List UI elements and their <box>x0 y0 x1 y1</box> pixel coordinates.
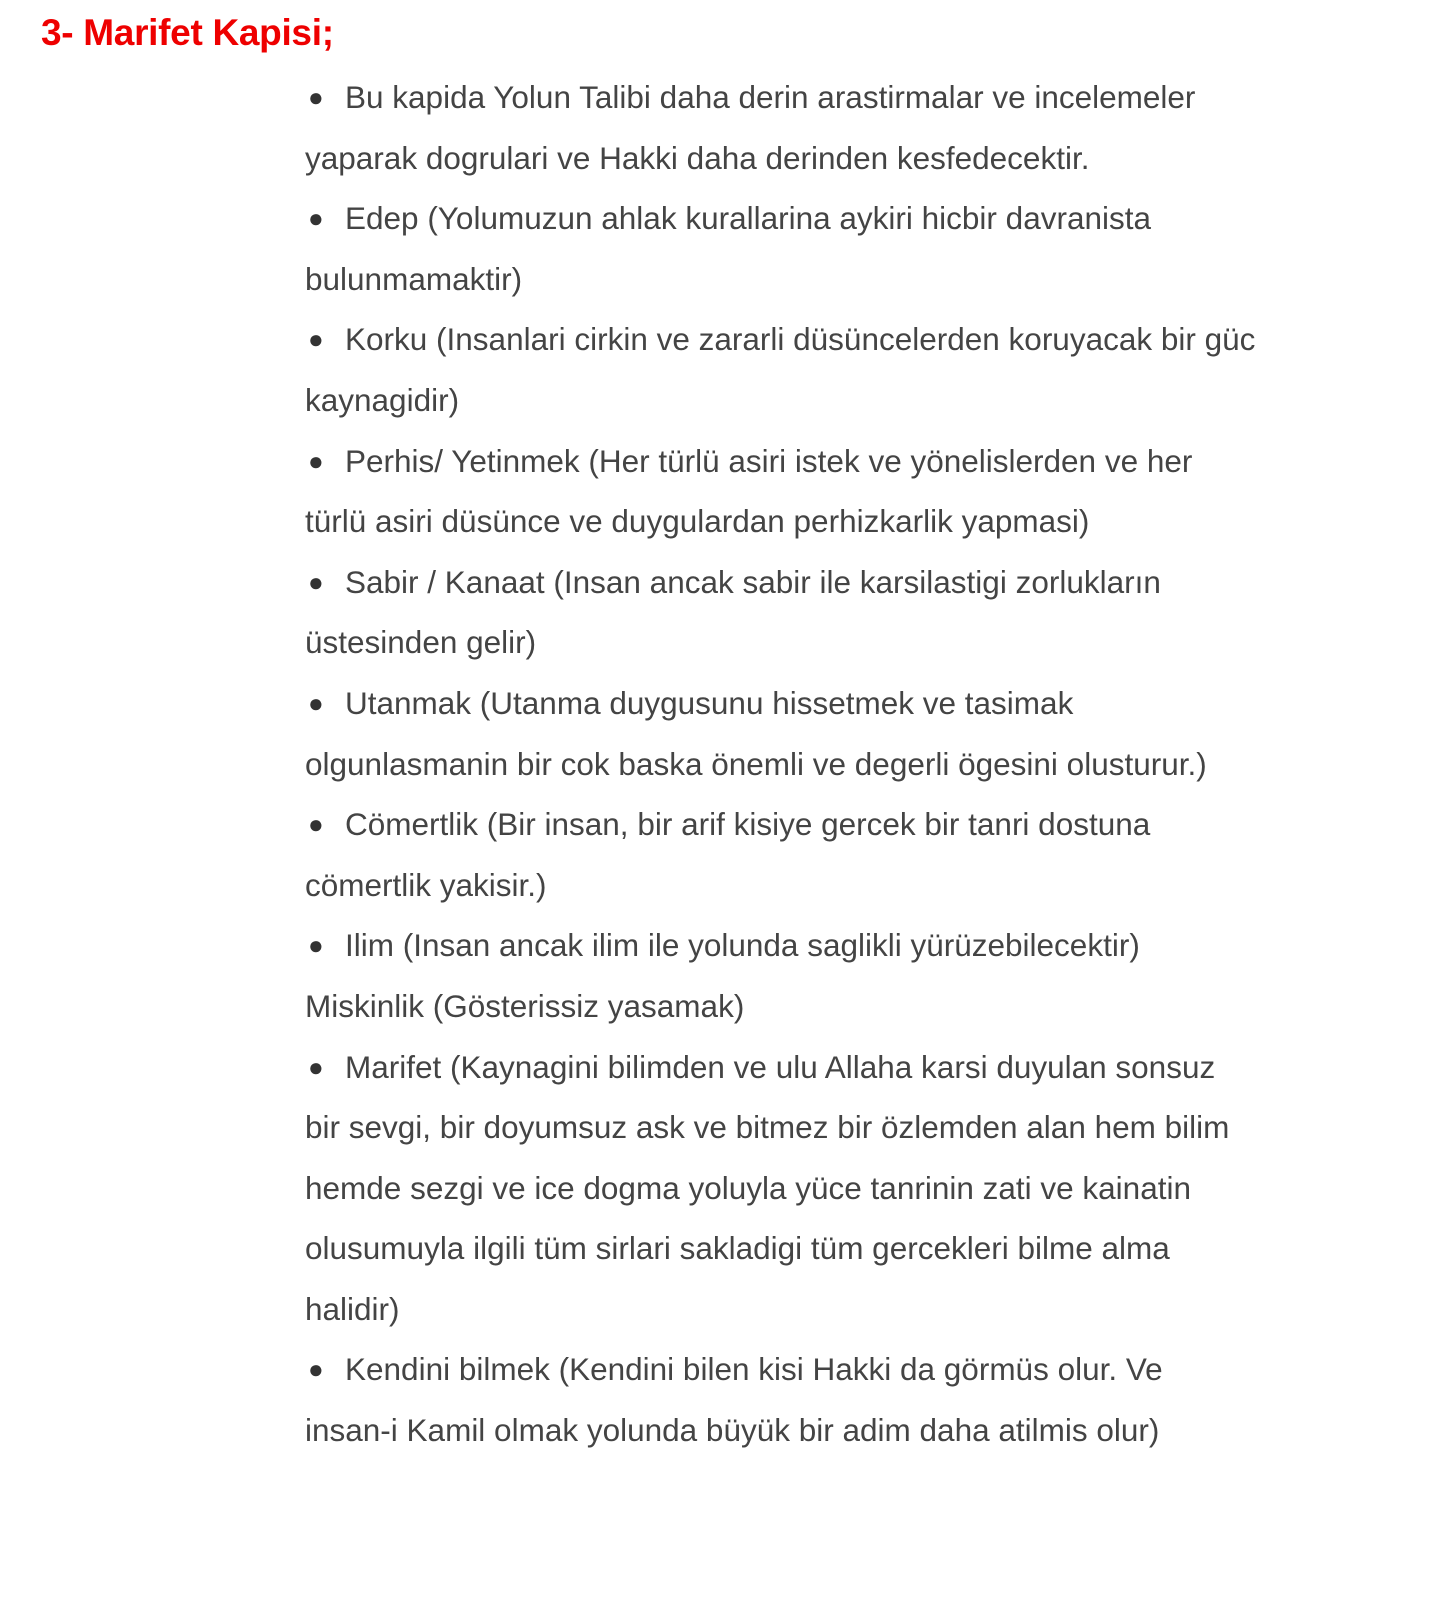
line-text: Marifet (Kaynagini bilimden ve ulu Allaha karsi duyulan sonsuz <box>345 1048 1216 1085</box>
line-text: Utanmak (Utanma duygusunu hissetmek ve tasimak <box>345 684 1074 721</box>
list-item-continuation <box>305 1279 1425 1340</box>
line-text: Bu kapida Yolun Talibi daha derin arastirmalar ve incelemeler <box>345 79 1196 115</box>
bullet-icon: ● <box>308 687 324 718</box>
list-item-continuation <box>305 734 1425 795</box>
list-item <box>305 915 1425 1036</box>
line-text: insan-i Kamil olmak yolunda büyük bir adim daha atilmis olur) <box>305 1412 1160 1449</box>
list-item <box>305 794 1425 915</box>
bullet-list <box>305 67 1425 1461</box>
list-item <box>305 1339 1425 1460</box>
list-item-continuation <box>305 1218 1425 1279</box>
line-text: kaynagidir) <box>305 381 460 418</box>
list-item <box>305 67 1425 188</box>
list-item-text <box>305 552 1425 613</box>
line-text: Edep (Yolumuzun ahlak kurallarina aykiri hicbir davranista <box>345 200 1152 237</box>
bullet-icon: ● <box>308 930 324 961</box>
list-item-continuation <box>305 855 1425 916</box>
line-text: Perhis/ Yetinmek (Her türlü asiri istek ve yönelislerden ve her <box>345 442 1193 479</box>
line-text: hemde sezgi ve ice dogma yoluyla yüce tanrinin zati ve kainatin <box>305 1169 1191 1206</box>
line-text: Kendini bilmek (Kendini bilen kisi Hakki da görmüs olur. Ve <box>345 1351 1163 1388</box>
line-text: üstesinden gelir) <box>305 624 537 661</box>
line-text: bulunmamaktir) <box>305 260 523 297</box>
list-item <box>305 673 1425 794</box>
bullet-icon: ● <box>308 1051 324 1082</box>
list-item-continuation <box>305 370 1425 431</box>
bullet-icon: ● <box>308 203 324 234</box>
list-item-continuation <box>305 249 1425 310</box>
bullet-icon: ● <box>308 82 324 112</box>
list-item-text <box>305 309 1425 370</box>
list-item-continuation <box>305 1097 1425 1158</box>
list-item-continuation <box>305 976 1425 1037</box>
list-item-text <box>305 915 1425 976</box>
bullet-icon: ● <box>308 324 324 355</box>
section-heading: 3- Marifet Kapisi; <box>41 12 334 53</box>
bullet-icon: ● <box>308 566 324 597</box>
bullet-icon: ● <box>308 445 324 476</box>
line-text: Ilim (Insan ancak ilim ile yolunda saglikli yürüzebilecektir) <box>345 927 1140 964</box>
line-text: Cömertlik (Bir insan, bir arif kisiye gercek bir tanri dostuna <box>345 806 1151 843</box>
list-item <box>305 188 1425 309</box>
list-item <box>305 431 1425 552</box>
list-item <box>305 552 1425 673</box>
list-item-continuation <box>305 1158 1425 1219</box>
line-text: cömertlik yakisir.) <box>305 866 547 903</box>
list-item-continuation <box>305 1400 1425 1461</box>
list-item-text <box>305 794 1425 855</box>
list-item-continuation <box>305 491 1425 552</box>
list-item <box>305 309 1425 430</box>
line-text: olgunlasmanin bir cok baska önemli ve degerli ögesini olusturur.) <box>305 745 1207 782</box>
line-text: Sabir / Kanaat (Insan ancak sabir ile karsilastigi zorlukların <box>345 563 1161 600</box>
bullet-icon: ● <box>308 1354 324 1385</box>
line-text: türlü asiri düsünce ve duygulardan perhizkarlik yapmasi) <box>305 503 1090 540</box>
list-item-text <box>305 188 1425 249</box>
list-item-continuation <box>305 128 1425 189</box>
line-text: Miskinlik (Gösterissiz yasamak) <box>305 987 745 1024</box>
line-text: Korku (Insanlari cirkin ve zararli düsüncelerden koruyacak bir güc <box>345 321 1256 358</box>
list-item-text <box>305 1339 1425 1400</box>
list-item-text <box>305 673 1425 734</box>
line-text: halidir) <box>305 1290 400 1327</box>
list-item-text <box>305 431 1425 492</box>
line-text: bir sevgi, bir doyumsuz ask ve bitmez bir özlemden alan hem bilim <box>305 1109 1230 1146</box>
line-text: olusumuyla ilgili tüm sirlari sakladigi tüm gercekleri bilme alma <box>305 1230 1170 1267</box>
list-item-continuation <box>305 612 1425 673</box>
list-item-text <box>305 1037 1425 1098</box>
bullet-icon: ● <box>308 809 324 840</box>
line-text: yaparak dogrulari ve Hakki daha derinden kesfedecektir. <box>305 139 1090 176</box>
list-item-text <box>305 67 1425 128</box>
list-item <box>305 1037 1425 1340</box>
